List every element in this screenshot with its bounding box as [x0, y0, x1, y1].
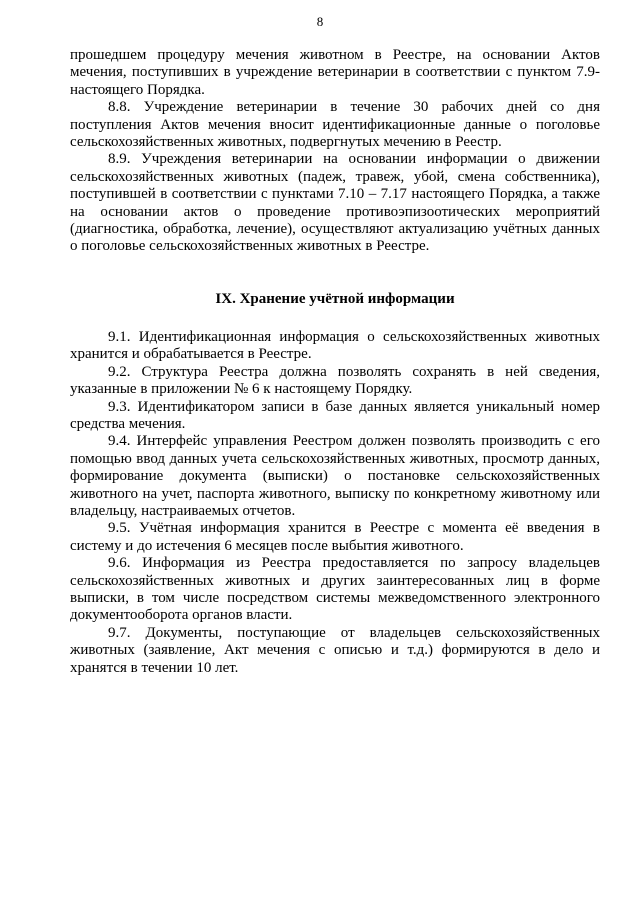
section-heading-ix: IX. Хранение учётной информации	[215, 290, 455, 307]
paragraph-9-6: 9.6. Информация из Реестра предоставляется по запросу владельцев сельскохозяйственных животных и других заинтересованных лиц в форме выписки, в том числе посредством системы межведомственного электронного документооборота органов власти.	[70, 555, 600, 624]
paragraph-8-9: 8.9. Учреждения ветеринарии на основании информации о движении сельскохозяйственных животных (падеж, травеж, убой, смена собственника), поступившей в соответствии с пунктами 7.10 – 7.17 настоящего Порядка, а также на основании актов о проведение противоэпизоотических мероприятий (диагностика, обработка, лечение), осуществляют актуализацию учётных данных о поголовье сельскохозяйственных животных в Реестре.	[70, 151, 600, 255]
paragraph-9-4: 9.4. Интерфейс управления Реестром должен позволять производить с его помощью ввод данных учета сельскохозяйственных животных, просмотр данных, формирование документа (выписки) о постановке сельскохозяйственных животного на учет, паспорта животного, выписку по конкретному животному или владельцу, настраиваемых отчетов.	[70, 433, 600, 519]
page-number: 8	[316, 14, 324, 29]
paragraph-9-3: 9.3. Идентификатором записи в базе данных является уникальный номер средства мечения.	[70, 398, 600, 432]
paragraph-9-5: 9.5. Учётная информация хранится в Реестре с момента её введения в систему и до истечения 6 месяцев после выбытия животного.	[70, 520, 600, 554]
paragraph-9-2: 9.2. Структура Реестра должна позволять сохранять в ней сведения, указанные в приложении № 6 к настоящему Порядку.	[70, 363, 600, 398]
paragraph-8-7-continuation: прошедшем процедуру мечения животном в Реестре, на основании Актов мечения, поступивших в учреждение ветеринарии в соответствии с пунктом 7.9-настоящего Порядка.	[70, 47, 600, 98]
paragraph-9-1: 9.1. Идентификационная информация о сельскохозяйственных животных хранится и обрабатывается в Реестре.	[70, 328, 600, 363]
paragraph-8-8: 8.8. Учреждение ветеринарии в течение 30 рабочих дней со дня поступления Актов мечения вносит идентификационные данные о поголовье сельскохозяйственных животных, подвергнутых мечению в Реестр.	[70, 99, 600, 151]
document-body	[70, 47, 600, 677]
paragraph-9-7: 9.7. Документы, поступающие от владельцев сельскохозяйственных животных (заявление, Акт мечения с описью и т.д.) формируются в дело и хранятся в течении 10 лет.	[70, 624, 600, 676]
